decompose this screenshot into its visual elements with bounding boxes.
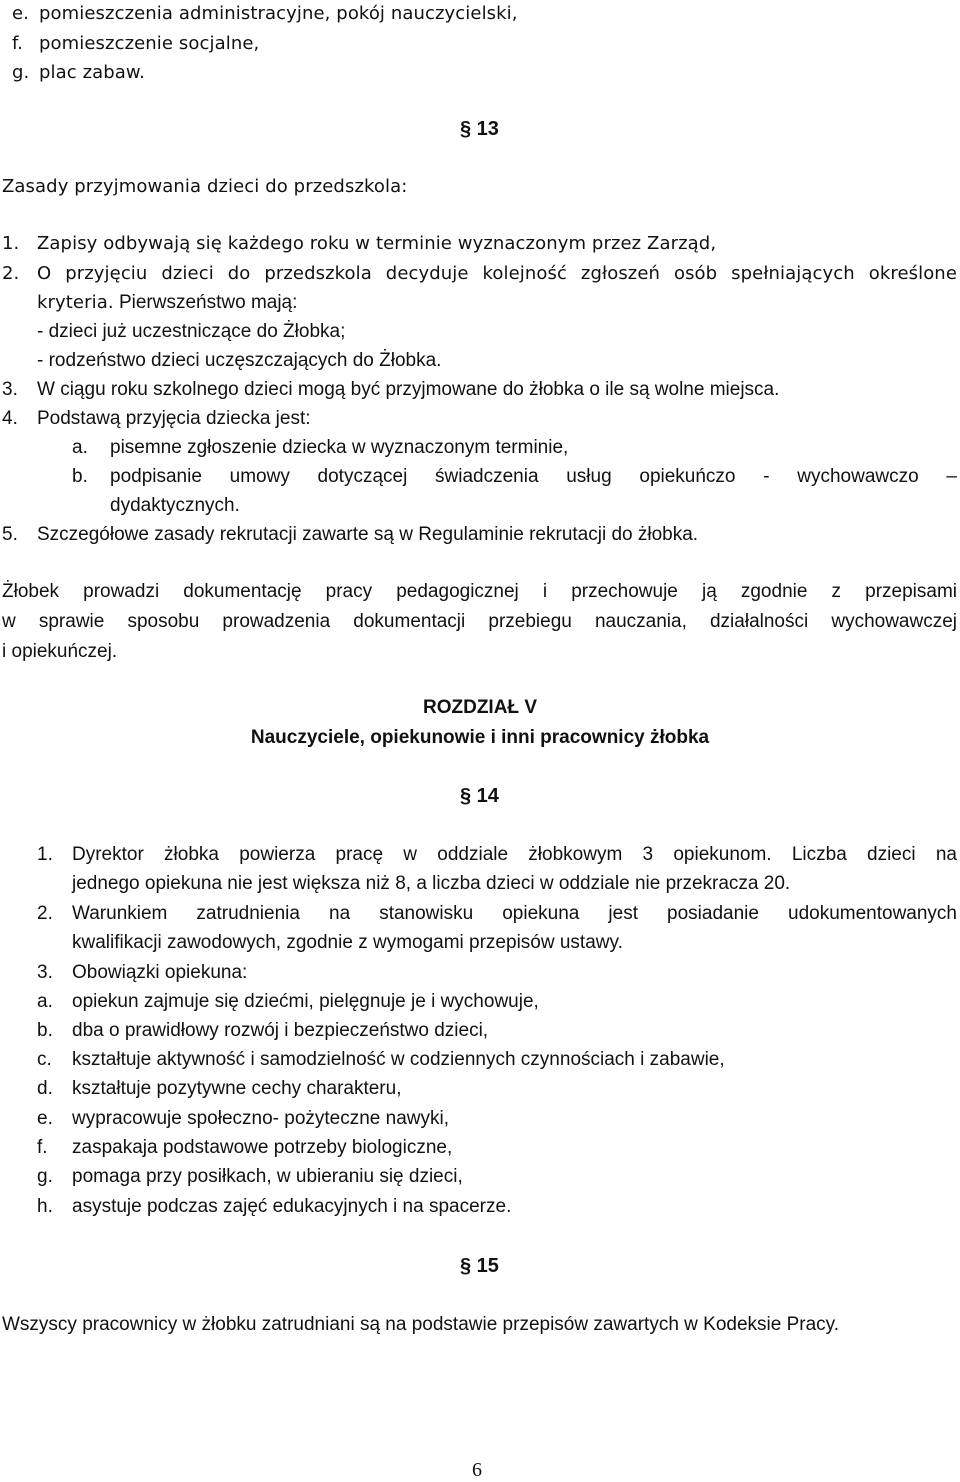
list-item: 5. Szczegółowe zasady rekrutacji zawarte są w Regulaminie rekrutacji do żłobka.	[2, 524, 699, 545]
list-item-continuation: kryteria. Pierwszeństwo mają:	[37, 292, 298, 313]
section-text: Wszyscy pracownicy w żłobku zatrudniani są na podstawie przepisów zawartych w Kodeksie Pracy.	[2, 1314, 840, 1335]
paragraph-line: Żłobek prowadzi dokumentację pracy pedagogicznej i przechowuje ją zgodnie z przepisami	[2, 581, 957, 602]
list-item: h. asystuje podczas zajęć edukacyjnych i na spacerze.	[37, 1196, 512, 1217]
chapter-title: ROZDZIAŁ V	[423, 697, 537, 718]
list-item: g. plac zabaw.	[12, 62, 145, 83]
list-item: e. pomieszczenia administracyjne, pokój nauczycielski,	[12, 3, 518, 24]
paragraph-line: i opiekuńczej.	[2, 641, 118, 662]
list-item: a. opiekun zajmuje się dziećmi, pielęgnuje je i wychowuje,	[37, 991, 539, 1012]
list-item-continuation: jednego opiekuna nie jest większa niż 8, a liczba dzieci w oddziale nie przekracza 20.	[72, 873, 791, 894]
list-item: g. pomaga przy posiłkach, w ubieraniu się dzieci,	[37, 1166, 463, 1187]
section-intro: Zasady przyjmowania dzieci do przedszkola:	[2, 176, 408, 197]
list-item: b. podpisanie umowy dotyczącej świadczenia usług opiekuńczo - wychowawczo –	[72, 466, 957, 487]
list-item: f. zaspakaja podstawowe potrzeby biologiczne,	[37, 1137, 453, 1158]
page-number: 6	[472, 1459, 482, 1481]
list-item: a. pisemne zgłoszenie dziecka w wyznaczonym terminie,	[72, 437, 569, 458]
list-item: 2. O przyjęciu dzieci do przedszkola decyduje kolejność zgłoszeń osób spełniających określone	[2, 263, 957, 284]
list-item: 2. Warunkiem zatrudnienia na stanowisku opiekuna jest posiadanie udokumentowanych	[37, 903, 957, 924]
list-item: f. pomieszczenie socjalne,	[12, 33, 260, 54]
section-heading: § 13	[460, 118, 499, 140]
list-item-continuation: - dzieci już uczestniczące do Żłobka;	[37, 321, 346, 342]
section-heading: § 15	[460, 1255, 499, 1277]
section-heading: § 14	[460, 785, 499, 807]
paragraph-line: w sprawie sposobu prowadzenia dokumentacji przebiegu nauczania, działalności wychowawczej	[2, 611, 957, 632]
list-item: 4. Podstawą przyjęcia dziecka jest:	[2, 408, 311, 429]
list-item: 3. Obowiązki opiekuna:	[37, 962, 248, 983]
list-item: 3. W ciągu roku szkolnego dzieci mogą być przyjmowane do żłobka o ile są wolne miejsca.	[2, 379, 780, 400]
list-item: 1. Zapisy odbywają się każdego roku w terminie wyznaczonym przez Zarząd,	[2, 233, 717, 254]
list-item-continuation: kwalifikacji zawodowych, zgodnie z wymogami przepisów ustawy.	[72, 932, 623, 953]
chapter-subtitle: Nauczyciele, opiekunowie i inni pracownicy żłobka	[250, 727, 710, 748]
list-item: d. kształtuje pozytywne cechy charakteru,	[37, 1078, 402, 1099]
list-item-continuation: - rodzeństwo dzieci uczęszczających do Żłobka.	[37, 350, 442, 371]
list-item: e. wypracowuje społeczno- pożyteczne nawyki,	[37, 1108, 450, 1129]
list-item-continuation: dydaktycznych.	[110, 495, 240, 516]
list-item: c. kształtuje aktywność i samodzielność w codziennych czynnościach i zabawie,	[37, 1049, 725, 1070]
list-item: b. dba o prawidłowy rozwój i bezpieczeństwo dzieci,	[37, 1020, 489, 1041]
list-item: 1. Dyrektor żłobka powierza pracę w oddziale żłobkowym 3 opiekunom. Liczba dzieci na	[37, 844, 957, 865]
